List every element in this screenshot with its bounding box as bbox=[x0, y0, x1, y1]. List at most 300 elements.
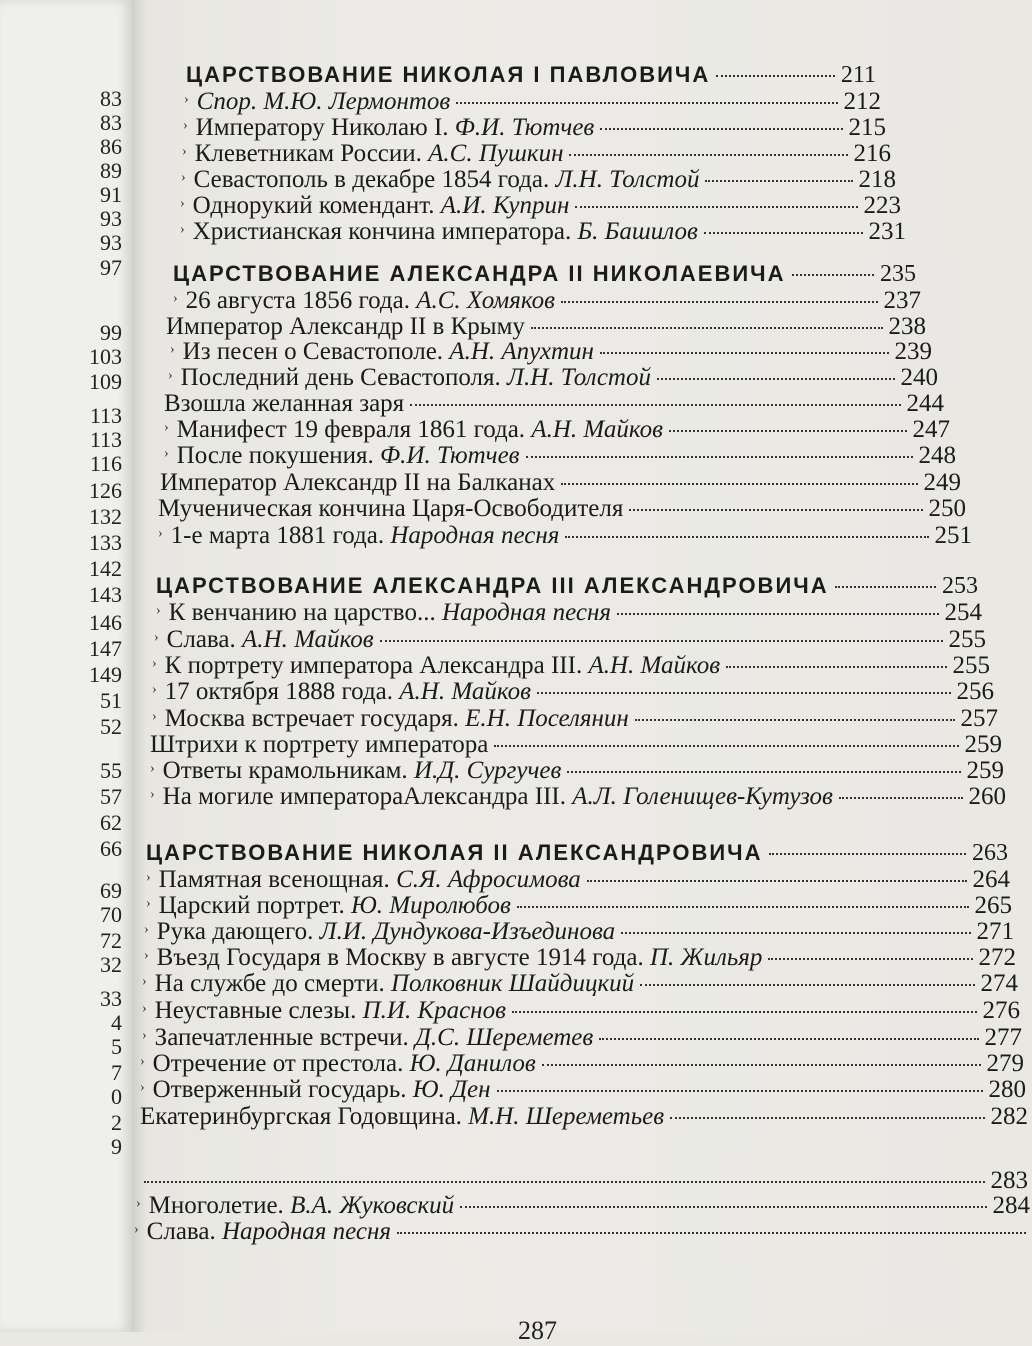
toc-entry bbox=[170, 338, 932, 366]
dot-leader bbox=[512, 1011, 977, 1013]
dot-leader bbox=[835, 586, 936, 588]
left-page-number: 55 bbox=[100, 758, 122, 783]
toc-entry-title bbox=[193, 218, 698, 246]
left-page-number: 149 bbox=[89, 662, 122, 687]
dot-leader bbox=[567, 771, 960, 773]
toc-title-text: Император Александр II в Крыму bbox=[166, 313, 525, 340]
bullet-arrow-icon: › bbox=[181, 170, 186, 185]
toc-page-number: 235 bbox=[880, 261, 916, 287]
toc-entry-title bbox=[177, 442, 520, 470]
toc-title-text: Штрихи к портрету императора bbox=[150, 731, 489, 758]
toc-entry-author: А.Н. Майков bbox=[531, 416, 663, 443]
toc-title-text: ЦАРСТВОВАНИЕ АЛЕКСАНДРА II НИКОЛАЕВИЧА bbox=[173, 261, 786, 286]
left-page-number: 72 bbox=[100, 928, 122, 953]
left-page-number: 99 bbox=[100, 320, 122, 345]
toc-entry-title bbox=[165, 678, 531, 706]
bullet-arrow-icon: › bbox=[183, 118, 188, 133]
toc-entry bbox=[150, 783, 1006, 811]
toc-page-number: 248 bbox=[918, 442, 956, 469]
toc-title-text: Неуставные слезы. bbox=[154, 997, 357, 1024]
dot-leader bbox=[705, 180, 852, 182]
toc-entry-author: Д.С. Шереметев bbox=[415, 1024, 594, 1051]
toc-section bbox=[156, 573, 978, 600]
toc-page-number: 284 bbox=[992, 1192, 1030, 1219]
toc-page-number: 280 bbox=[988, 1076, 1026, 1103]
toc-title-text: Мученическая кончина Царя-Освободителя bbox=[158, 495, 624, 522]
dot-leader bbox=[726, 666, 946, 668]
bullet-arrow-icon: › bbox=[144, 922, 149, 937]
toc-entry-title bbox=[166, 313, 525, 341]
toc-title-text: 17 октября 1888 года. bbox=[164, 678, 394, 705]
left-page-number: 109 bbox=[89, 369, 122, 394]
toc-page-number: 239 bbox=[894, 338, 932, 365]
dot-leader bbox=[599, 1038, 978, 1040]
bullet-arrow-icon: › bbox=[142, 1001, 147, 1016]
bullet-arrow-icon: › bbox=[173, 291, 178, 306]
toc-page-number: 237 bbox=[883, 287, 921, 314]
toc-entry-author: А.Н. Майков bbox=[399, 678, 531, 705]
toc-entry-title bbox=[155, 997, 506, 1025]
toc-entry bbox=[150, 757, 1004, 785]
dot-leader bbox=[517, 906, 969, 908]
bullet-arrow-icon: › bbox=[164, 420, 169, 435]
toc-title-text: Многолетие. bbox=[148, 1192, 284, 1219]
toc-entry-title bbox=[181, 364, 651, 392]
bullet-arrow-icon: › bbox=[140, 1080, 145, 1095]
toc-entry-title bbox=[163, 757, 562, 785]
toc-entry-title bbox=[157, 944, 763, 972]
left-page-number: 146 bbox=[89, 610, 122, 635]
toc-page-number: 247 bbox=[912, 416, 950, 443]
dot-leader bbox=[792, 274, 875, 276]
toc-entry bbox=[180, 192, 901, 220]
dot-leader bbox=[561, 483, 917, 485]
left-page-number: 113 bbox=[89, 427, 122, 452]
toc-page-number: 264 bbox=[972, 866, 1010, 893]
toc-entry-title bbox=[164, 390, 404, 418]
bullet-arrow-icon: › bbox=[146, 896, 151, 911]
toc-title-text: На могиле императораАлександра III. bbox=[162, 783, 566, 810]
toc-page-number: 282 bbox=[990, 1103, 1028, 1130]
dot-leader bbox=[670, 1117, 984, 1119]
toc-title-text: Рука дающего. bbox=[156, 918, 314, 945]
dot-leader bbox=[575, 206, 857, 208]
toc-title-text: На службе до смерти. bbox=[154, 970, 385, 997]
dot-leader bbox=[397, 1232, 1026, 1234]
toc-entry bbox=[144, 918, 1014, 946]
toc-entry-author: Л.И. Дундукова-Изъединова bbox=[319, 918, 616, 945]
dot-leader bbox=[456, 102, 837, 104]
bullet-arrow-icon: › bbox=[168, 368, 173, 383]
left-page-number: 126 bbox=[89, 478, 122, 503]
toc-title-text: Однорукий комендант. bbox=[192, 192, 435, 219]
dot-leader bbox=[669, 430, 907, 432]
toc-entry bbox=[144, 944, 1016, 972]
toc-entry bbox=[152, 678, 994, 706]
toc-entry-title bbox=[167, 626, 374, 654]
left-page-number: 66 bbox=[100, 836, 122, 861]
toc-entry-author: Народная песня bbox=[222, 1218, 392, 1245]
dot-leader bbox=[460, 1206, 986, 1208]
toc-title-text: Клеветникам России. bbox=[194, 140, 422, 167]
toc-entry-title bbox=[171, 522, 560, 550]
toc-entry-title bbox=[194, 166, 700, 194]
dot-leader bbox=[617, 613, 939, 615]
left-page-number: 0 bbox=[111, 1084, 122, 1109]
toc-entry-author: А.Н. Майков bbox=[588, 652, 721, 679]
bullet-arrow-icon: › bbox=[150, 761, 155, 776]
toc-entry-title bbox=[169, 599, 611, 627]
dot-leader bbox=[629, 509, 922, 511]
toc-entry-author: Ф.И. Тютчев bbox=[454, 114, 595, 141]
toc-entry-author: С.Я. Афросимова bbox=[396, 866, 581, 893]
bullet-arrow-icon: › bbox=[136, 1196, 141, 1211]
dot-leader bbox=[569, 154, 847, 156]
left-page-number: 83 bbox=[100, 86, 122, 111]
toc-entry bbox=[150, 731, 1002, 759]
left-page-number: 51 bbox=[100, 688, 122, 713]
toc-page-number: 212 bbox=[843, 88, 881, 115]
toc-title-text: 1-е марта 1881 года. bbox=[170, 522, 385, 549]
left-page-number: 57 bbox=[100, 784, 122, 809]
toc-title-text: К портрету императора Александра III. bbox=[164, 652, 583, 679]
toc-entry-title bbox=[160, 469, 555, 497]
toc-title-text: 26 августа 1856 года. bbox=[185, 287, 410, 314]
toc-entry-title bbox=[158, 495, 623, 523]
left-page-number: 83 bbox=[100, 110, 122, 135]
toc-entry bbox=[173, 287, 921, 315]
toc-entry bbox=[140, 1050, 1024, 1078]
toc-page-number: 254 bbox=[944, 599, 982, 626]
toc-entry bbox=[152, 652, 990, 680]
toc-entry-title bbox=[150, 731, 488, 759]
toc-page-number: 257 bbox=[960, 705, 998, 732]
left-page-number: 97 bbox=[100, 255, 122, 280]
left-page-number: 32 bbox=[100, 952, 122, 977]
toc-title-text: Из песен о Севастополе. bbox=[182, 338, 444, 365]
dot-leader bbox=[621, 932, 970, 934]
toc-entry-author: Народная песня bbox=[441, 599, 611, 626]
toc-entry-author: Е.Н. Поселянин bbox=[465, 705, 629, 732]
toc-entry bbox=[146, 866, 1010, 894]
dot-leader bbox=[640, 984, 974, 986]
toc-title-text: Слава. bbox=[166, 626, 236, 653]
left-page-number: 116 bbox=[89, 451, 122, 476]
toc-entry-title bbox=[153, 1076, 491, 1104]
toc-title-text: Последний день Севастополя. bbox=[180, 364, 501, 391]
toc-entry bbox=[158, 495, 966, 523]
toc-page-number: 276 bbox=[982, 997, 1020, 1024]
toc-entry-author: А.С. Хомяков bbox=[416, 287, 555, 314]
toc-page-number: 277 bbox=[984, 1024, 1022, 1051]
left-page-number: 147 bbox=[89, 636, 122, 661]
toc-entry-title bbox=[186, 287, 555, 315]
toc-page-number: 211 bbox=[840, 62, 876, 88]
toc-entry bbox=[166, 313, 926, 341]
toc-title-text: Император Александр II на Балканах bbox=[160, 469, 556, 496]
toc-title-text: Императору Николаю I. bbox=[195, 114, 449, 141]
toc-entry-title bbox=[155, 970, 634, 998]
left-page-number: 142 bbox=[89, 556, 122, 581]
toc-section bbox=[146, 840, 1008, 867]
bullet-arrow-icon: › bbox=[150, 787, 155, 802]
toc-entry-title bbox=[156, 573, 829, 599]
toc-title-text: Отречение от престола. bbox=[152, 1050, 404, 1077]
toc-page-number: 272 bbox=[978, 944, 1016, 971]
toc-entry bbox=[182, 140, 891, 168]
toc-entry-title bbox=[195, 140, 564, 168]
toc-entry-author: И.Д. Сургучев bbox=[413, 757, 562, 784]
toc-title-text: Запечатленные встречи. bbox=[154, 1024, 409, 1051]
left-page-fragment bbox=[0, 0, 132, 1332]
bullet-arrow-icon: › bbox=[180, 196, 185, 211]
bullet-arrow-icon: › bbox=[154, 630, 159, 645]
toc-entry-author: Л.Н. Толстой bbox=[507, 364, 651, 391]
toc-entry bbox=[136, 1192, 1030, 1220]
toc-title-text: Манифест 19 февраля 1861 года. bbox=[176, 416, 526, 443]
dot-leader bbox=[839, 797, 963, 799]
dot-leader bbox=[768, 958, 972, 960]
toc-entry-author: Народная песня bbox=[390, 522, 560, 549]
toc-entry-author: П. Жильяр bbox=[649, 944, 763, 971]
toc-page-number: 218 bbox=[858, 166, 896, 193]
toc-entry-author: Б. Башилов bbox=[577, 218, 698, 245]
left-page-number: 70 bbox=[100, 902, 122, 927]
toc-page-number: 251 bbox=[934, 522, 972, 549]
toc-page-number: 256 bbox=[956, 678, 994, 705]
left-page-number: 132 bbox=[89, 504, 122, 529]
toc-entry-author: А.Н. Апухтин bbox=[449, 338, 594, 365]
toc-page-number: 231 bbox=[868, 218, 906, 245]
toc-title-text: ЦАРСТВОВАНИЕ НИКОЛАЯ I ПАВЛОВИЧА bbox=[186, 62, 711, 87]
dot-leader bbox=[635, 719, 955, 721]
toc-page-number: 260 bbox=[968, 783, 1006, 810]
toc-entry-title bbox=[196, 114, 595, 142]
toc-entry-author: П.И. Краснов bbox=[362, 997, 506, 1024]
toc-entry-title bbox=[159, 866, 581, 894]
toc-entry-title bbox=[163, 783, 833, 811]
toc-page-number: 223 bbox=[863, 192, 901, 219]
bullet-arrow-icon: › bbox=[184, 92, 189, 107]
toc-entry-title bbox=[197, 88, 451, 116]
left-page-number: 113 bbox=[89, 403, 122, 428]
toc-section bbox=[186, 62, 876, 89]
toc-entry-author: Л.Н. Толстой bbox=[555, 166, 700, 193]
bullet-arrow-icon: › bbox=[140, 1054, 145, 1069]
bullet-arrow-icon: › bbox=[152, 709, 157, 724]
toc-entry-title bbox=[146, 840, 763, 866]
toc-title-text: Ответы крамольникам. bbox=[162, 757, 408, 784]
left-page-number: 93 bbox=[100, 230, 122, 255]
toc-title-text: Взошла желанная заря bbox=[164, 390, 405, 417]
left-page-number: 2 bbox=[111, 1110, 122, 1135]
toc-entry bbox=[184, 88, 881, 116]
dot-leader bbox=[497, 1090, 983, 1092]
dot-leader bbox=[561, 301, 878, 303]
bullet-arrow-icon: › bbox=[142, 974, 147, 989]
toc-entry-author: М.Н. Шереметьев bbox=[468, 1103, 665, 1130]
left-page-number: 89 bbox=[100, 158, 122, 183]
toc-title-text: Въезд Государя в Москву в августе 1914 года. bbox=[156, 944, 644, 971]
dot-leader bbox=[144, 1181, 985, 1183]
toc-title-text: К венчанию на царство... bbox=[168, 599, 436, 626]
dot-leader bbox=[600, 352, 889, 354]
toc-entry-title bbox=[173, 261, 786, 287]
dot-leader bbox=[380, 640, 943, 642]
toc-entry bbox=[160, 469, 961, 497]
left-page-number: 62 bbox=[100, 810, 122, 835]
dot-leader bbox=[494, 745, 958, 747]
toc-entry-author: Ф.И. Тютчев bbox=[380, 442, 520, 469]
dot-leader bbox=[716, 75, 835, 77]
toc-entry-author: А.Н. Майков bbox=[242, 626, 374, 653]
toc-entry-title bbox=[183, 338, 594, 366]
toc-entry-title bbox=[165, 652, 720, 680]
toc-entry-title bbox=[165, 705, 629, 733]
toc-title-text: Москва встречает государя. bbox=[164, 705, 459, 732]
bullet-arrow-icon: › bbox=[180, 222, 185, 237]
toc-title-text: Слава. bbox=[146, 1218, 216, 1245]
toc-entry-title bbox=[140, 1103, 664, 1131]
toc-entry-author: В.А. Жуковский bbox=[290, 1192, 455, 1219]
toc-title-text: Севастополь в декабре 1854 года. bbox=[193, 166, 550, 193]
left-page-number: 33 bbox=[100, 986, 122, 1011]
toc-entry-author: А.И. Куприн bbox=[440, 192, 570, 219]
toc-entry-title bbox=[186, 62, 710, 88]
toc-page-number: 274 bbox=[980, 970, 1018, 997]
toc-page-number: 216 bbox=[853, 140, 891, 167]
left-page-number: 5 bbox=[111, 1034, 122, 1059]
toc-entry-title bbox=[159, 892, 511, 920]
toc-page-number: 240 bbox=[900, 364, 938, 391]
dot-leader bbox=[657, 378, 895, 380]
dot-leader bbox=[542, 1064, 981, 1066]
toc-entry-title bbox=[177, 416, 663, 444]
toc-entry bbox=[183, 114, 886, 142]
toc-entry-title bbox=[149, 1192, 455, 1220]
toc-page-number: 250 bbox=[928, 495, 966, 522]
left-page-number: 52 bbox=[100, 714, 122, 739]
toc-page-number: 249 bbox=[923, 469, 961, 496]
toc-page-number: 215 bbox=[848, 114, 886, 141]
toc-entry-title bbox=[147, 1218, 391, 1246]
toc-entry bbox=[181, 166, 896, 194]
toc-page-number: 253 bbox=[942, 573, 978, 599]
toc-entry bbox=[156, 599, 982, 627]
left-page-number: 133 bbox=[89, 530, 122, 555]
page-number: 287 bbox=[518, 1316, 557, 1345]
left-page-number: 7 bbox=[111, 1060, 122, 1085]
toc-entry bbox=[134, 1218, 1032, 1246]
bullet-arrow-icon: › bbox=[182, 144, 187, 159]
toc-page-number: 244 bbox=[906, 390, 944, 417]
book-gutter bbox=[132, 0, 146, 1332]
toc-entry-author: Ю. Данилов bbox=[409, 1050, 536, 1077]
toc-entry-author: Ю. Ден bbox=[412, 1076, 491, 1103]
bullet-arrow-icon: › bbox=[152, 682, 157, 697]
dot-leader bbox=[531, 327, 883, 329]
left-page-number: 86 bbox=[100, 134, 122, 159]
left-page-number: 9 bbox=[111, 1134, 122, 1159]
toc-entry-author: А.С. Пушкин bbox=[428, 140, 564, 167]
toc-page-number: 279 bbox=[986, 1050, 1024, 1077]
bullet-arrow-icon: › bbox=[134, 1222, 139, 1237]
toc-entry-author: М.Ю. Лермонтов bbox=[263, 88, 451, 115]
dot-leader bbox=[587, 880, 967, 882]
toc-entry bbox=[140, 1103, 1028, 1131]
toc-entry bbox=[146, 892, 1012, 920]
toc-entry bbox=[158, 522, 972, 550]
left-page-number: 93 bbox=[100, 206, 122, 231]
toc-title-text: Памятная всенощная. bbox=[158, 866, 390, 893]
bullet-arrow-icon: › bbox=[158, 526, 163, 541]
dot-leader bbox=[410, 404, 900, 406]
toc-entry bbox=[154, 626, 986, 654]
toc-title-text: ЦАРСТВОВАНИЕ НИКОЛАЯ II АЛЕКСАНДРОВИЧА bbox=[146, 840, 763, 865]
toc-entry bbox=[164, 442, 956, 470]
dot-leader bbox=[537, 692, 951, 694]
toc-page-number: 283 bbox=[990, 1167, 1028, 1194]
bullet-arrow-icon: › bbox=[170, 342, 175, 357]
toc-page-number: 265 bbox=[974, 892, 1012, 919]
toc-title-text: Спор. bbox=[196, 88, 258, 115]
left-page-number: 4 bbox=[111, 1010, 122, 1035]
bullet-arrow-icon: › bbox=[142, 1028, 147, 1043]
toc-title-text: Христианская кончина императора. bbox=[192, 218, 572, 245]
toc-entry bbox=[164, 416, 950, 444]
toc-title-text: После покушения. bbox=[176, 442, 374, 469]
toc-page bbox=[134, 0, 1030, 1332]
toc-entry-author: Полковник Шайдицкий bbox=[390, 970, 635, 997]
dot-leader bbox=[704, 232, 863, 234]
toc-page-number: 255 bbox=[948, 626, 986, 653]
toc-page-number: 238 bbox=[888, 313, 926, 340]
toc-page-number: 271 bbox=[976, 918, 1014, 945]
toc-page-number: 259 bbox=[966, 757, 1004, 784]
toc-entry bbox=[142, 970, 1018, 998]
dot-leader bbox=[526, 456, 913, 458]
dot-leader bbox=[769, 853, 967, 855]
bullet-arrow-icon: › bbox=[144, 948, 149, 963]
toc-page-number: 255 bbox=[952, 652, 990, 679]
left-page-number: 91 bbox=[100, 182, 122, 207]
toc-entry bbox=[140, 1076, 1026, 1104]
toc-entry-title bbox=[155, 1024, 594, 1052]
toc-section bbox=[173, 261, 916, 288]
toc-entry-title bbox=[153, 1050, 536, 1078]
toc-entry bbox=[138, 1167, 1028, 1195]
toc-entry-title bbox=[157, 918, 615, 946]
toc-entry bbox=[180, 218, 906, 246]
toc-entry bbox=[142, 997, 1020, 1025]
bullet-arrow-icon: › bbox=[164, 446, 169, 461]
toc-entry bbox=[164, 390, 944, 418]
toc-entry-author: А.Л. Голенищев-Кутузов bbox=[572, 783, 833, 810]
bullet-arrow-icon: › bbox=[146, 870, 151, 885]
dot-leader bbox=[565, 536, 928, 538]
toc-title-text: Отверженный государь. bbox=[152, 1076, 407, 1103]
toc-entry bbox=[168, 364, 938, 392]
toc-page-number: 263 bbox=[972, 840, 1008, 866]
toc-page-number: 259 bbox=[964, 731, 1002, 758]
toc-title-text: Екатеринбургская Годовщина. bbox=[140, 1103, 462, 1130]
bullet-arrow-icon: › bbox=[152, 656, 157, 671]
toc-title-text: Царский портрет. bbox=[158, 892, 345, 919]
toc-entry-author: Ю. Миролюбов bbox=[351, 892, 511, 919]
left-page-number: 143 bbox=[89, 582, 122, 607]
left-page-number: 69 bbox=[100, 878, 122, 903]
dot-leader bbox=[600, 128, 842, 130]
